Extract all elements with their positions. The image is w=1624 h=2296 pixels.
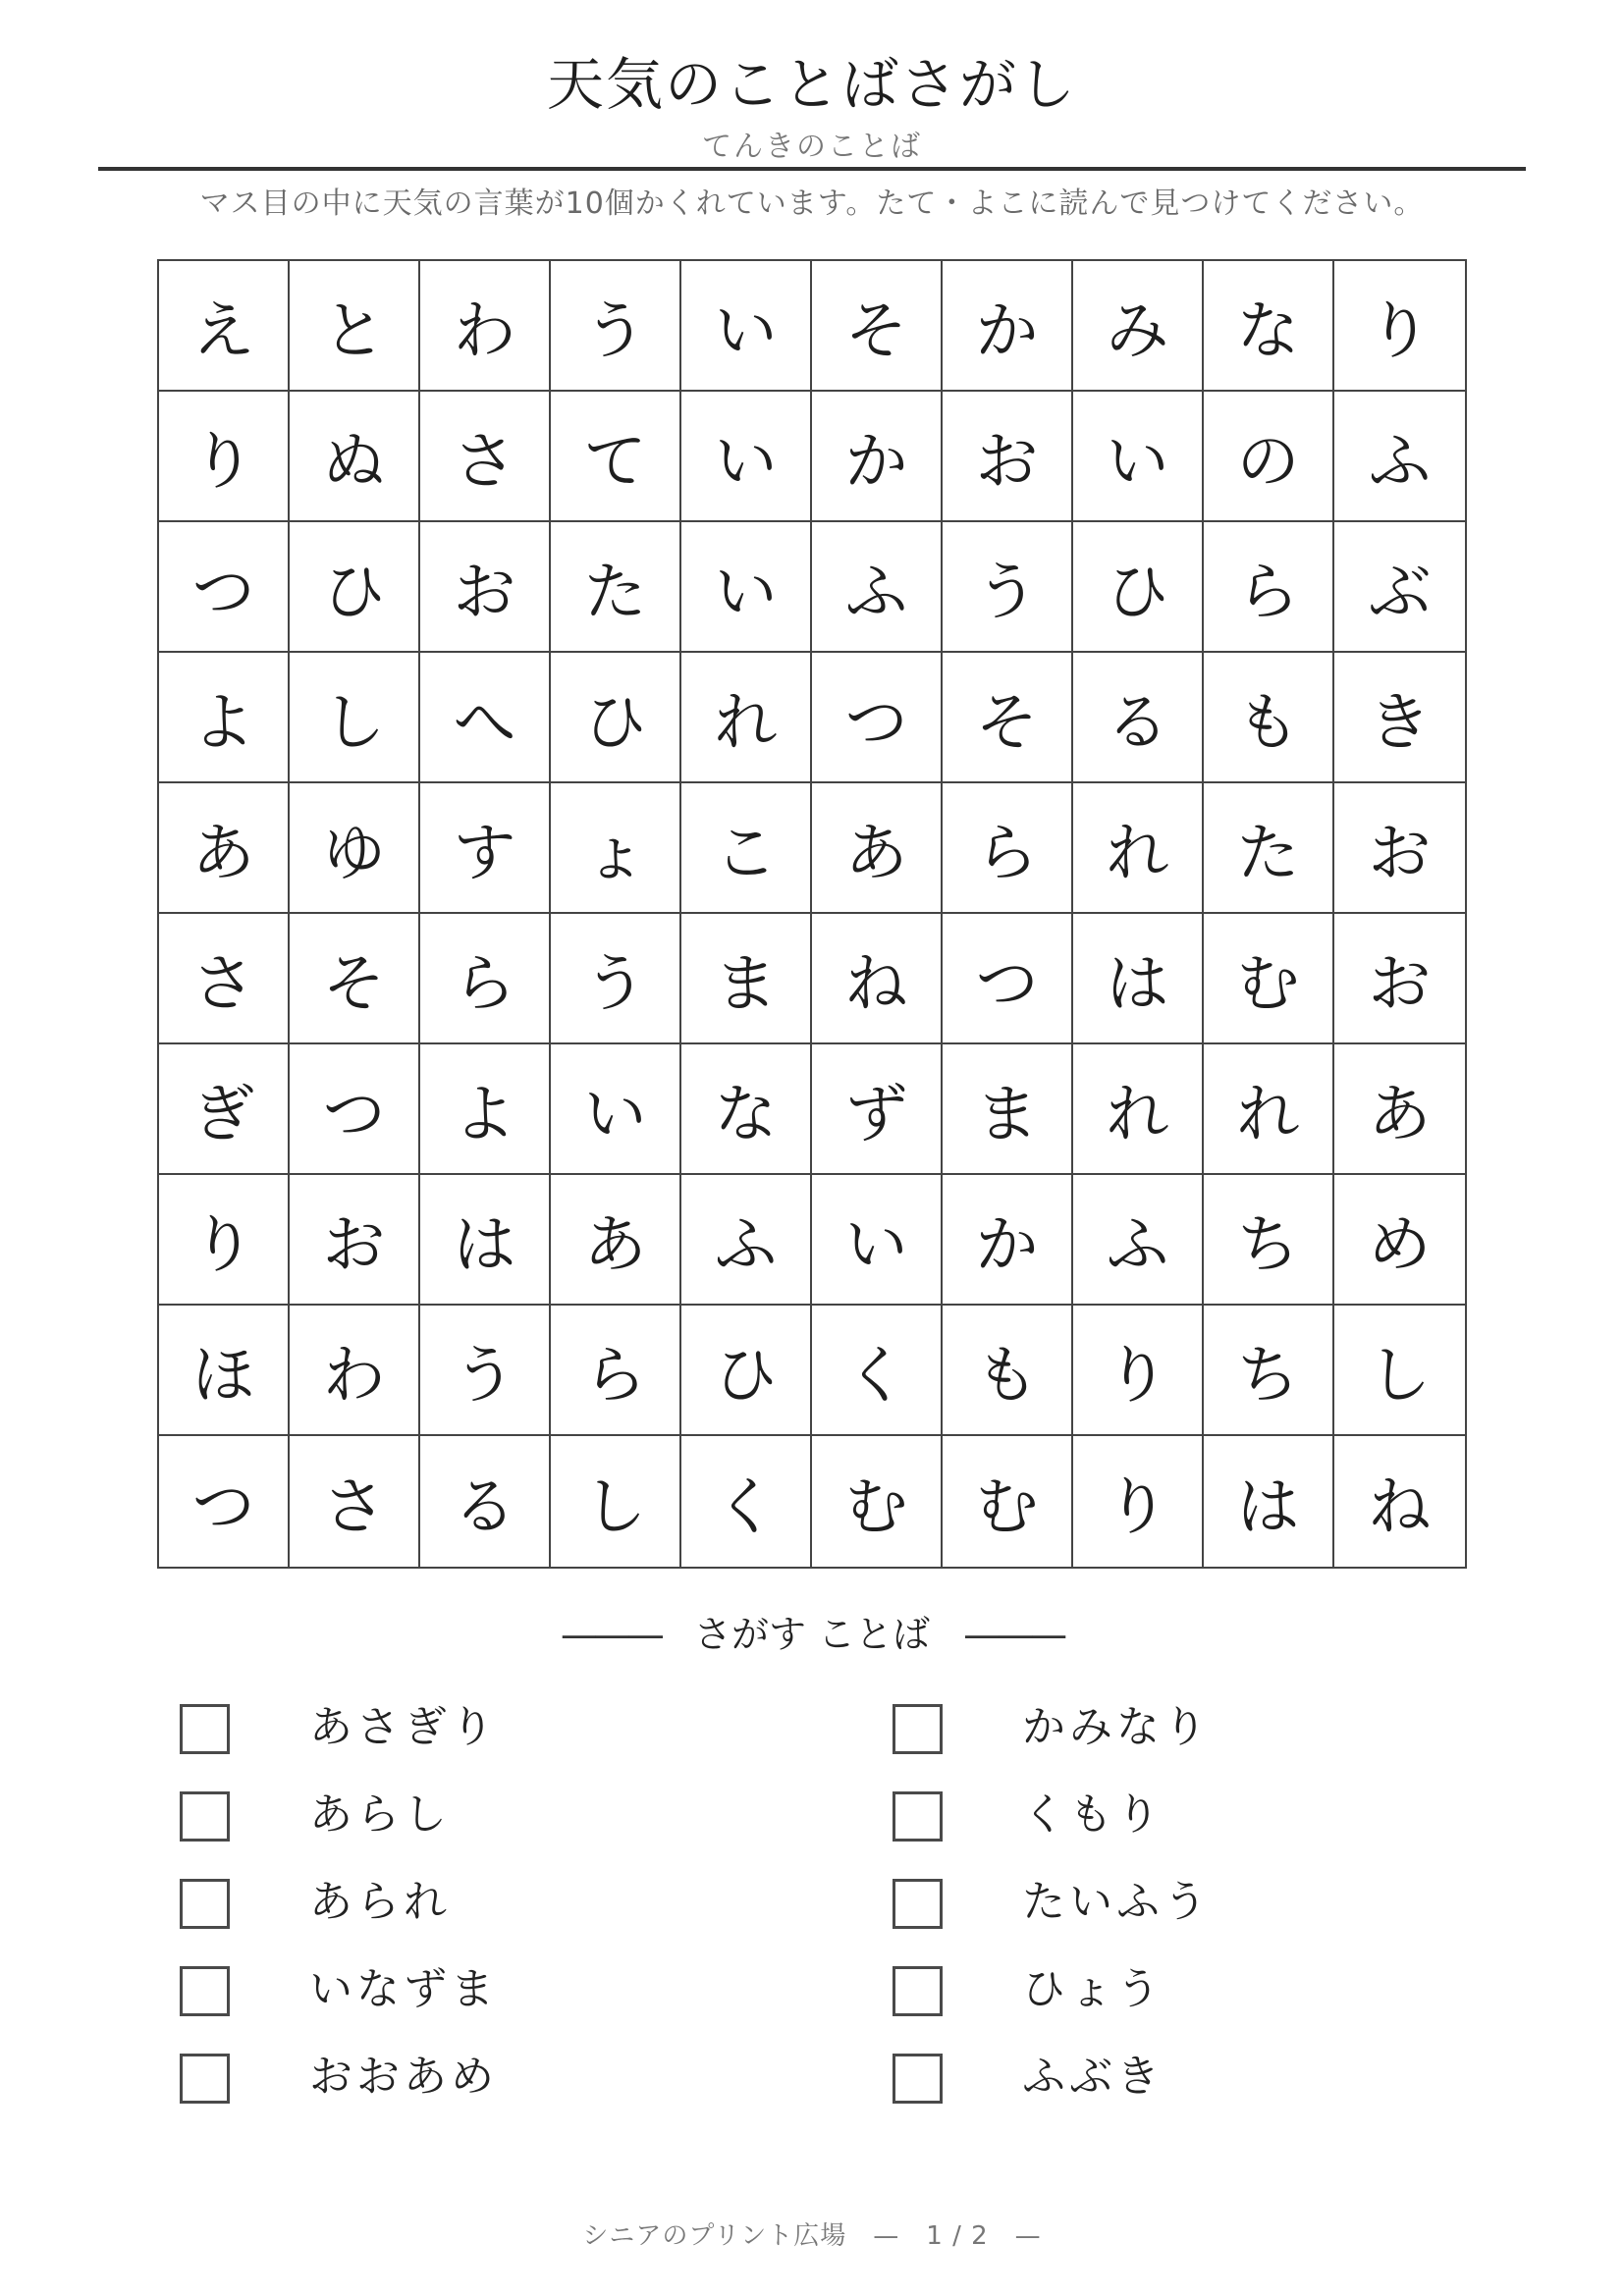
grid-cell[interactable]: む (943, 1436, 1073, 1567)
grid-cell[interactable]: ら (420, 914, 551, 1044)
grid-cell[interactable]: む (1204, 914, 1334, 1044)
grid-cell[interactable]: あ (159, 783, 290, 914)
grid-cell[interactable]: ひ (681, 1306, 812, 1436)
word-label: かみなり (1022, 1702, 1211, 1752)
grid-cell[interactable]: よ (159, 653, 290, 783)
grid-cell[interactable]: り (159, 392, 290, 522)
grid-cell[interactable]: ぬ (290, 392, 420, 522)
grid-cell[interactable]: ず (812, 1044, 943, 1175)
word-label: いなずま (309, 1964, 498, 2014)
grid-cell[interactable]: し (551, 1436, 681, 1567)
grid-cell[interactable]: れ (1073, 783, 1204, 914)
page-footer: シニアのプリント広場 — 1 / 2 — (582, 2221, 1042, 2251)
page-title: 天気のことばさがし (546, 51, 1077, 118)
grid-cell[interactable]: ふ (1073, 1175, 1204, 1306)
grid-cell[interactable]: い (681, 261, 812, 392)
grid-cell[interactable]: の (1204, 392, 1334, 522)
word-list-heading (0, 1610, 1624, 1659)
grid-cell[interactable]: ぶ (1334, 522, 1465, 653)
grid-cell[interactable]: ほ (159, 1306, 290, 1436)
grid-cell[interactable]: え (159, 261, 290, 392)
grid-cell[interactable]: き (1334, 653, 1465, 783)
grid-cell[interactable]: つ (159, 1436, 290, 1567)
grid-cell[interactable]: お (1334, 783, 1465, 914)
grid-cell[interactable]: す (420, 783, 551, 914)
grid-cell[interactable]: ち (1204, 1175, 1334, 1306)
grid-cell[interactable]: ょ (551, 783, 681, 914)
grid-cell[interactable]: り (1334, 261, 1465, 392)
grid-cell[interactable]: わ (290, 1306, 420, 1436)
grid-cell[interactable]: お (290, 1175, 420, 1306)
word-label: ひょう (1022, 1964, 1164, 2014)
grid-cell[interactable]: れ (681, 653, 812, 783)
grid-cell[interactable]: は (1073, 914, 1204, 1044)
grid-cell[interactable]: つ (159, 522, 290, 653)
grid-cell[interactable]: な (1204, 261, 1334, 392)
grid-cell[interactable]: お (943, 392, 1073, 522)
grid-cell[interactable]: ち (1204, 1306, 1334, 1436)
grid-cell[interactable]: ま (681, 914, 812, 1044)
grid-cell[interactable]: み (1073, 261, 1204, 392)
grid-cell[interactable]: つ (812, 653, 943, 783)
word-checkbox[interactable] (893, 1704, 943, 1754)
word-label: くもり (1022, 1789, 1164, 1840)
grid-cell[interactable]: う (551, 914, 681, 1044)
grid-cell[interactable]: よ (420, 1044, 551, 1175)
grid-cell[interactable]: は (1204, 1436, 1334, 1567)
grid-cell[interactable]: る (420, 1436, 551, 1567)
grid-cell[interactable]: あ (812, 783, 943, 914)
heading-dash-left: ——— (560, 1613, 661, 1656)
heading-dash-right: ——— (963, 1613, 1064, 1656)
word-checkbox[interactable] (893, 1966, 943, 2016)
grid-cell[interactable]: ひ (290, 522, 420, 653)
grid-cell[interactable]: い (1073, 392, 1204, 522)
grid-cell[interactable]: お (420, 522, 551, 653)
grid-cell[interactable]: こ (681, 783, 812, 914)
grid-cell[interactable]: い (681, 392, 812, 522)
grid-cell[interactable]: し (1334, 1306, 1465, 1436)
grid-cell[interactable]: い (551, 1044, 681, 1175)
grid-cell[interactable]: く (812, 1306, 943, 1436)
grid-cell[interactable]: も (1204, 653, 1334, 783)
grid-cell[interactable]: り (1073, 1436, 1204, 1567)
grid-cell[interactable]: る (1073, 653, 1204, 783)
grid-cell[interactable]: お (1334, 914, 1465, 1044)
word-checkbox[interactable] (180, 1879, 230, 1929)
grid-cell[interactable]: わ (420, 261, 551, 392)
grid-cell[interactable]: ひ (551, 653, 681, 783)
grid-cell[interactable]: て (551, 392, 681, 522)
grid-cell[interactable]: ふ (812, 522, 943, 653)
grid-cell[interactable]: り (159, 1175, 290, 1306)
grid-cell[interactable]: り (1073, 1306, 1204, 1436)
grid-cell[interactable]: ふ (681, 1175, 812, 1306)
grid-cell[interactable]: ら (1204, 522, 1334, 653)
word-label: あさぎり (309, 1702, 498, 1752)
grid-cell[interactable]: と (290, 261, 420, 392)
grid-cell[interactable]: つ (943, 914, 1073, 1044)
grid-cell[interactable]: か (812, 392, 943, 522)
word-checkbox[interactable] (893, 1791, 943, 1842)
word-list-heading-label: さがす ことば (693, 1613, 931, 1656)
grid-cell[interactable]: う (551, 261, 681, 392)
grid-cell[interactable]: ね (812, 914, 943, 1044)
grid-cell[interactable]: そ (290, 914, 420, 1044)
grid-cell[interactable]: れ (1204, 1044, 1334, 1175)
grid-cell[interactable]: れ (1073, 1044, 1204, 1175)
grid-cell[interactable]: た (1204, 783, 1334, 914)
word-checkbox[interactable] (180, 1966, 230, 2016)
grid-cell[interactable]: さ (420, 392, 551, 522)
grid-cell[interactable]: ゆ (290, 783, 420, 914)
grid-cell[interactable]: ら (551, 1306, 681, 1436)
word-checkbox[interactable] (180, 2054, 230, 2104)
word-checkbox[interactable] (893, 2054, 943, 2104)
grid-cell[interactable]: さ (159, 914, 290, 1044)
grid-cell[interactable]: あ (1334, 1044, 1465, 1175)
grid-cell[interactable]: し (290, 653, 420, 783)
grid-cell[interactable]: ひ (1073, 522, 1204, 653)
grid-cell[interactable]: む (812, 1436, 943, 1567)
grid-cell[interactable]: へ (420, 653, 551, 783)
grid-cell[interactable]: は (420, 1175, 551, 1306)
grid-cell[interactable]: さ (290, 1436, 420, 1567)
grid-cell[interactable]: い (681, 522, 812, 653)
grid-cell[interactable]: ら (943, 783, 1073, 914)
page-subtitle: てんきのことば (702, 130, 922, 164)
grid-cell[interactable]: う (420, 1306, 551, 1436)
word-label: あられ (309, 1877, 451, 1927)
header-divider (98, 167, 1526, 171)
word-checkbox[interactable] (893, 1879, 943, 1929)
word-search-grid (157, 259, 1467, 1569)
grid-cell[interactable]: あ (551, 1175, 681, 1306)
grid-cell[interactable]: ね (1368, 1470, 1432, 1544)
word-label: ふぶき (1022, 2052, 1164, 2102)
grid-cell[interactable]: ふ (1334, 392, 1465, 522)
grid-cell[interactable]: か (943, 1175, 1073, 1306)
grid-cell[interactable]: そ (943, 653, 1073, 783)
word-checkbox[interactable] (180, 1791, 230, 1842)
grid-cell[interactable]: か (943, 261, 1073, 392)
grid-cell[interactable]: い (812, 1175, 943, 1306)
word-label: あらし (309, 1789, 451, 1840)
grid-cell[interactable]: ま (943, 1044, 1073, 1175)
grid-cell[interactable]: ぎ (159, 1044, 290, 1175)
grid-cell[interactable]: そ (812, 261, 943, 392)
word-label: おおあめ (309, 2052, 498, 2102)
grid-cell[interactable]: た (551, 522, 681, 653)
instructions-text: マス目の中に天気の言葉が10個かくれています。たて・よこに読んで見つけてください。 (199, 187, 1425, 221)
word-checkbox[interactable] (180, 1704, 230, 1754)
grid-cell[interactable]: な (681, 1044, 812, 1175)
grid-cell[interactable]: く (681, 1436, 812, 1567)
word-label: たいふう (1022, 1877, 1211, 1927)
grid-cell[interactable]: う (943, 522, 1073, 653)
grid-cell[interactable]: め (1334, 1175, 1465, 1306)
grid-cell[interactable]: つ (290, 1044, 420, 1175)
grid-cell[interactable]: も (943, 1306, 1073, 1436)
